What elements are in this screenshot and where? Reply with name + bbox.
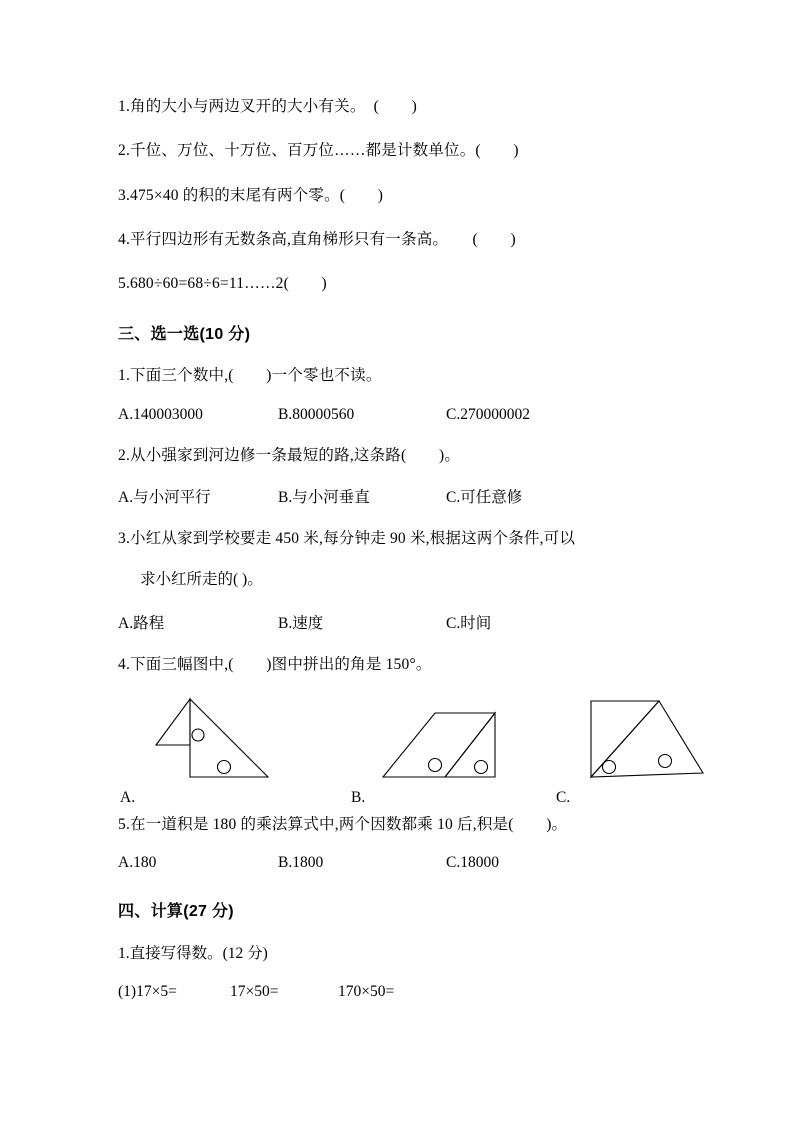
- page-content: [118, 95, 688, 1021]
- question-3-1-options: [118, 406, 688, 424]
- figure-a-triangles: [148, 695, 308, 790]
- option-a[interactable]: A.路程: [118, 615, 165, 633]
- question-3-4-stem: 4.下面三幅图中,( )图中拼出的角是 150°。: [118, 656, 432, 674]
- judgement-item-4: 4.平行四边形有无数条高,直角梯形只有一条高。 ( ): [118, 230, 516, 248]
- judgement-item-1: 1.角的大小与两边叉开的大小有关。 ( ): [118, 98, 417, 115]
- figure-label-a[interactable]: A.: [120, 788, 136, 806]
- option-b[interactable]: B.80000560: [278, 405, 355, 423]
- option-c[interactable]: C.时间: [446, 615, 492, 633]
- question-4-1-row-1: [118, 983, 688, 1001]
- figure-label-b[interactable]: B.: [351, 788, 366, 806]
- question-3-3-stem: 3.小红从家到学校要走 450 米,每分钟走 90 米,根据这两个条件,可以: [118, 529, 576, 547]
- judgement-item-3: 3.475×40 的积的末尾有两个零。( ): [118, 186, 384, 204]
- question-3-5-options: [118, 854, 688, 872]
- calc-item-3: 170×50=: [338, 982, 395, 1000]
- option-a[interactable]: A.与小河平行: [118, 488, 211, 506]
- option-c[interactable]: C.270000002: [446, 405, 530, 423]
- figure-b-triangles: [373, 695, 538, 790]
- option-a[interactable]: A.140003000: [118, 405, 203, 423]
- calc-item-1: (1)17×5=: [118, 982, 177, 1000]
- figure-c-triangles: [573, 695, 733, 790]
- figure-label-c[interactable]: C.: [556, 788, 571, 806]
- option-c[interactable]: C.18000: [446, 853, 499, 871]
- option-c[interactable]: C.可任意修: [446, 488, 523, 506]
- section-heading-four: 四、计算(27 分): [118, 902, 234, 920]
- question-3-4-figures: [118, 695, 688, 807]
- question-3-1-stem: 1.下面三个数中,( )一个零也不读。: [118, 367, 382, 385]
- question-4-1-stem: 1.直接写得数。(12 分): [118, 944, 268, 962]
- question-3-3-options: [118, 611, 688, 633]
- judgement-item-5: 5.680÷60=68÷6=11……2( ): [118, 275, 327, 292]
- section-heading-three: 三、选一选(10 分): [118, 326, 251, 344]
- option-b[interactable]: B.速度: [278, 615, 324, 633]
- option-b[interactable]: B.与小河垂直: [278, 488, 370, 506]
- option-b[interactable]: B.1800: [278, 853, 324, 871]
- question-3-3-stem-cont: 求小红所走的( )。: [140, 571, 263, 588]
- question-3-5-stem: 5.在一道积是 180 的乘法算式中,两个因数都乘 10 后,积是( )。: [118, 815, 568, 833]
- question-3-2-stem: 2.从小强家到河边修一条最短的路,这条路( )。: [118, 446, 461, 464]
- judgement-item-2: 2.千位、万位、十万位、百万位……都是计数单位。( ): [118, 142, 519, 160]
- calc-item-2: 17×50=: [230, 982, 279, 1000]
- option-a[interactable]: A.180: [118, 853, 157, 871]
- question-3-2-options: [118, 485, 688, 507]
